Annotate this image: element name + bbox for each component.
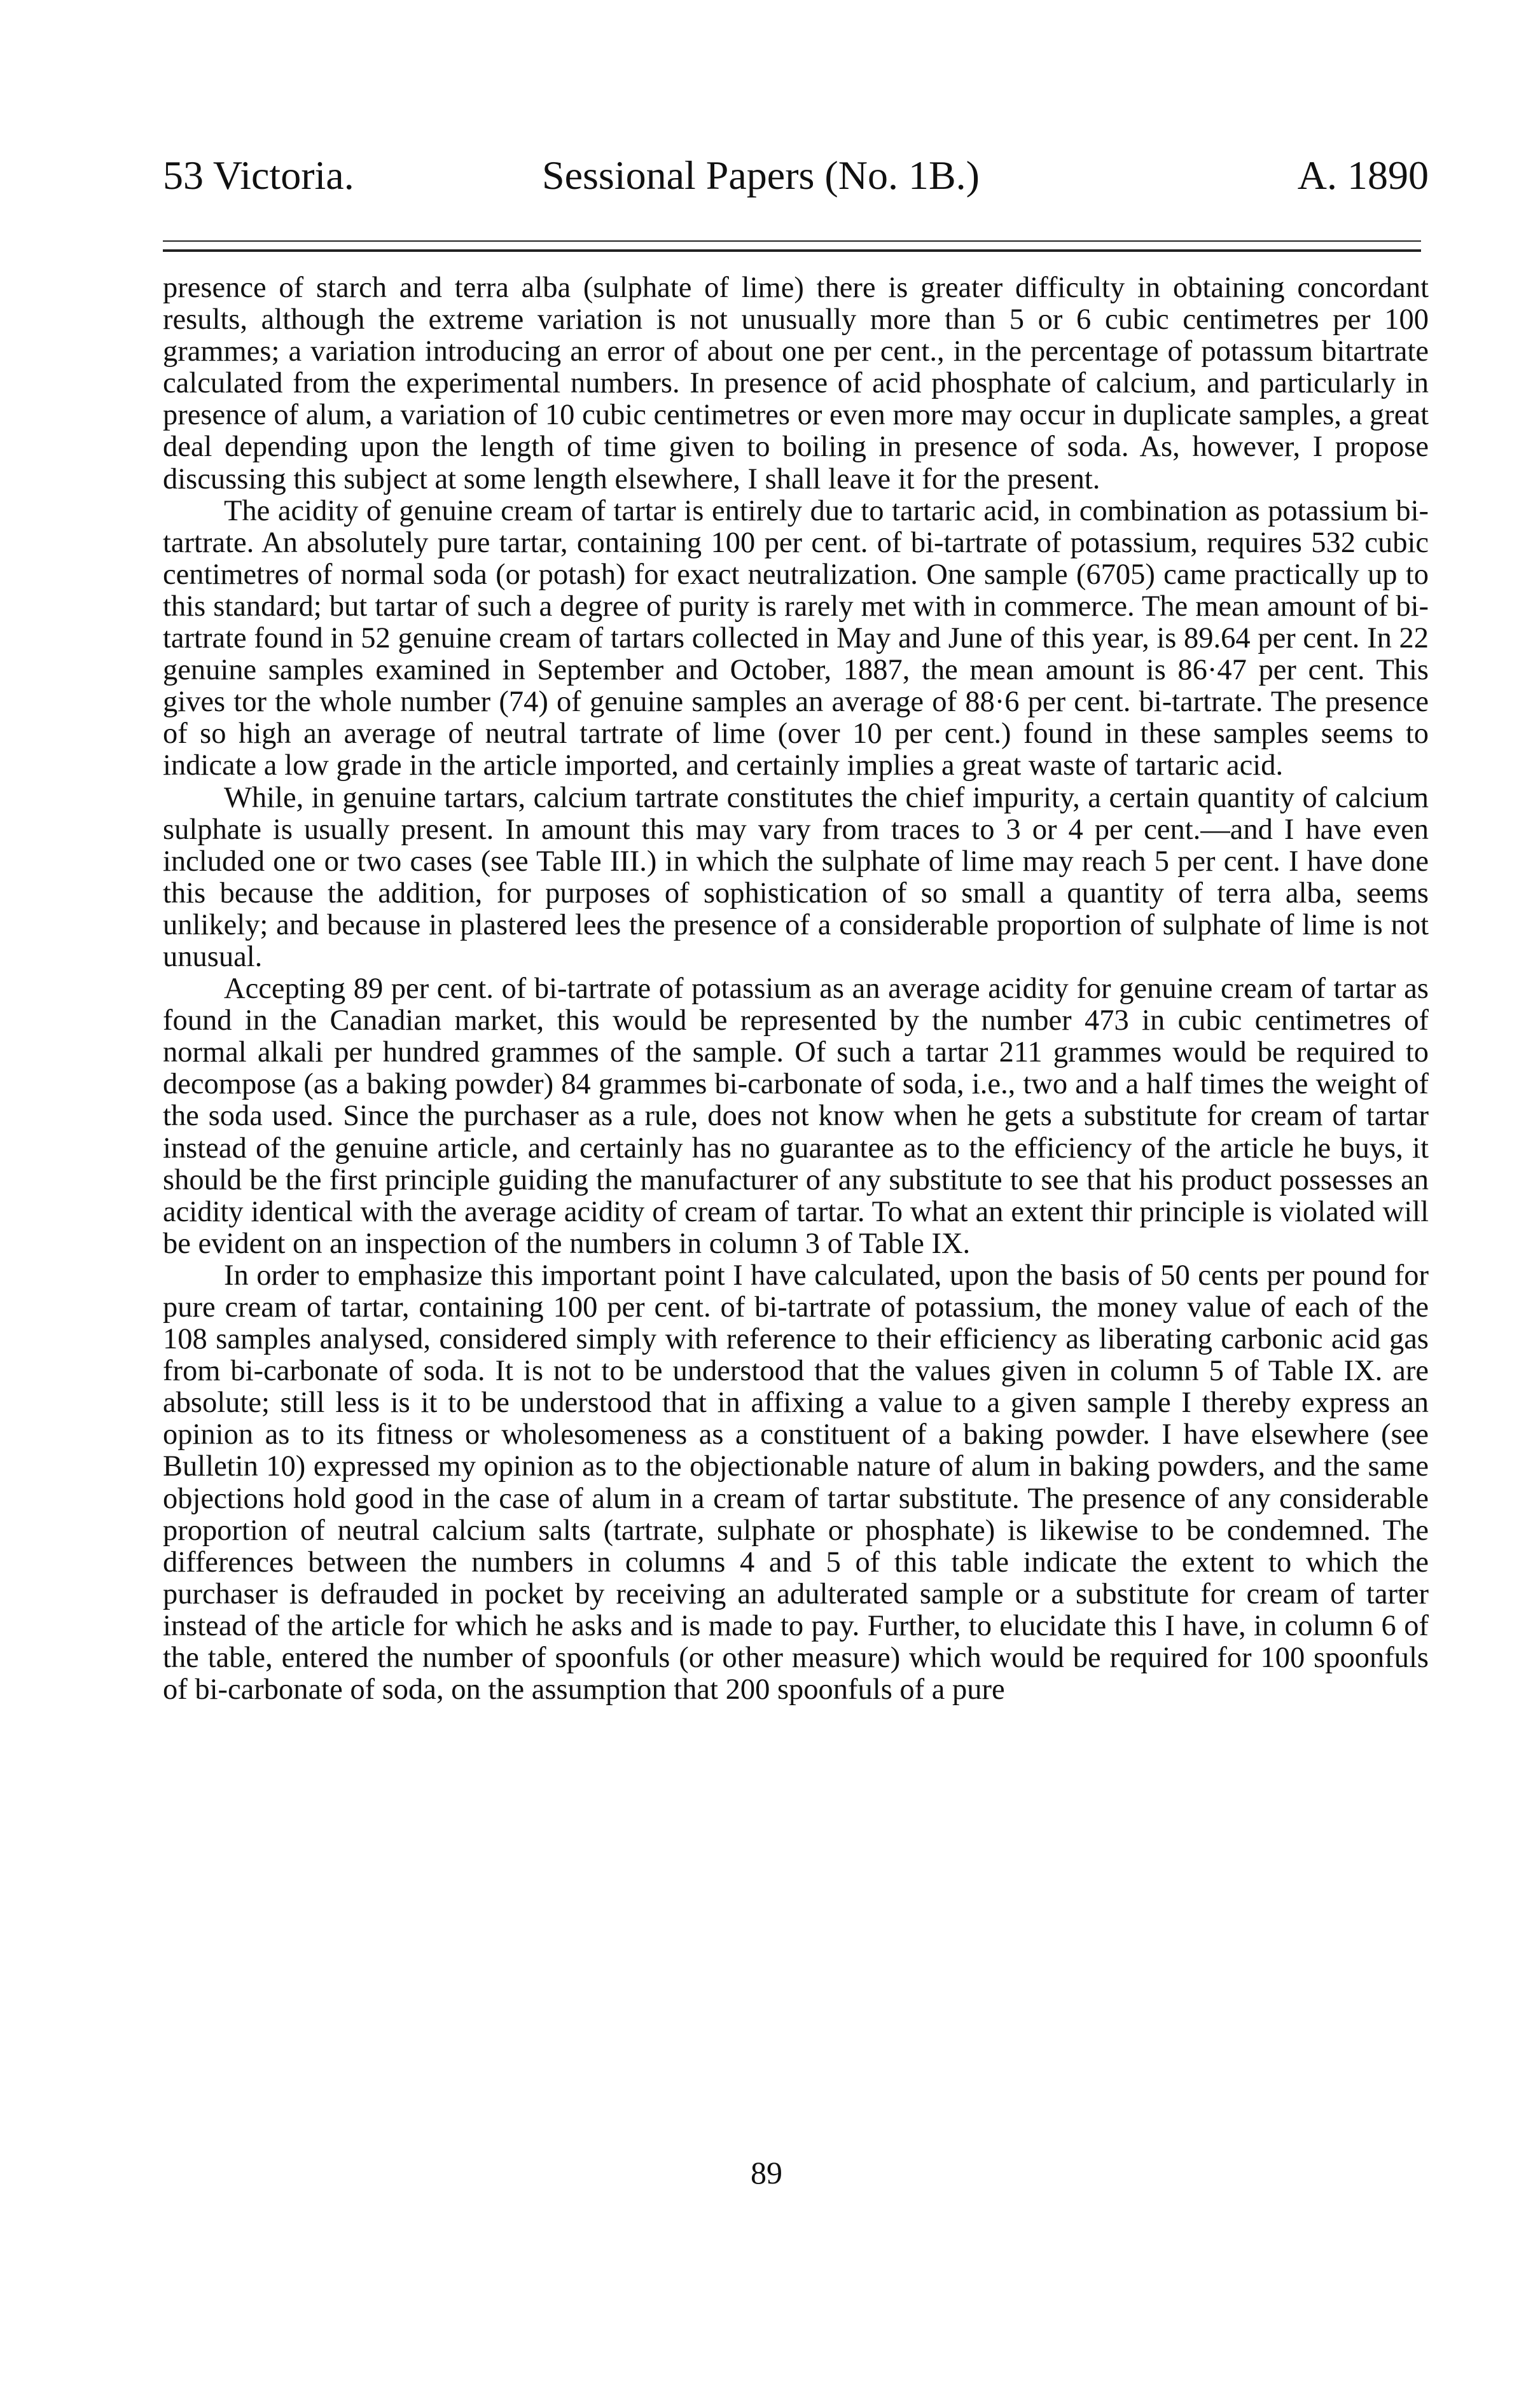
header-year: A. 1890 xyxy=(1297,153,1429,198)
page-number: 89 xyxy=(751,2155,782,2190)
page-header xyxy=(163,150,1429,207)
paragraph-continuation: presence of starch and terra alba (sulphate of lime) there is greater difficulty in obtaining concordant results, although the extreme variation is not unusually more than 5 or 6 cubic centimetres per 100 grammes; a variation introducing an error of about one per cent., in the percentage of potassum bitartrate calculated from the experimental numbers. In presence of acid phosphate of calcium, and particularly in presence of alum, a variation of 10 cubic centimetres or even more may occur in duplicate samples, a great deal depending upon the length of time given to boiling in presence of soda. As, however, I propose discussing this subject at some length elsewhere, I shall leave it for the present. xyxy=(163,272,1429,495)
body-text xyxy=(163,272,1429,1706)
header-rule-thin xyxy=(163,240,1421,242)
paragraph-acidity: The acidity of genuine cream of tartar is entirely due to tartaric acid, in combination as potassium bi-tartrate. An absolutely pure tartar, containing 100 per cent. of bi-tartrate of potassium, requires 532 cubic centimetres of normal soda (or potash) for exact neutralization. One sample (6705) came practically up to this standard; but tartar of such a degree of purity is rarely met with in commerce. The mean amount of bi-tartrate found in 52 genuine cream of tartars collected in May and June of this year, is 89.64 per cent. In 22 genuine samples examined in September and October, 1887, the mean amount is 86·47 per cent. This gives tor the whole number (74) of genuine samples an average of 88·6 per cent. bi-tartrate. The presence of so high an average of neutral tartrate of lime (over 10 per cent.) found in these samples seems to indicate a low grade in the article imported, and certainly implies a great waste of tartaric acid. xyxy=(163,494,1429,782)
paragraph-average-acidity: Accepting 89 per cent. of bi-tartrate of potassium as an average acidity for genuine cream of tartar as found in the Canadian market, this would be represented by the number 473 in cubic centimetres of normal alkali per hundred grammes of the sample. Of such a tartar 211 grammes would be required to decompose (as a baking powder) 84 grammes bi-carbonate of soda, i.e., two and a half times the weight of the soda used. Since the purchaser as a rule, does not know when he gets a substitute for cream of tartar instead of the genuine article, and certainly has no guarantee as to the efficiency of the article he buys, it should be the first principle guiding the manufacturer of any substitute to see that his product possesses an acidity identical with the average acidity of cream of tartar. To what an extent thir principle is violated will be evident on an inspection of the numbers in column 3 of Table IX. xyxy=(163,972,1429,1260)
header-rule-thick xyxy=(163,249,1421,252)
header-title: Sessional Papers (No. 1B.) xyxy=(542,153,980,198)
header-volume: 53 Victoria. xyxy=(163,153,354,198)
paragraph-money-value: In order to emphasize this important point I have calculated, upon the basis of 50 cents per pound for pure cream of tartar, containing 100 per cent. of bi-tartrate of potassium, the money value of each of the 108 samples analysed, considered simply with reference to their efficiency as liberating carbonic acid gas from bi-carbonate of soda. It is not to be understood that the values given in column 5 of Table IX. are absolute; still less is it to be understood that in affixing a value to a given sample I thereby express an opinion as to its fitness or wholesomeness as a constituent of a baking powder. I have elsewhere (see Bulletin 10) expressed my opinion as to the objectionable nature of alum in baking powders, and the same objections hold good in the case of alum in a cream of tartar substitute. The presence of any considerable proportion of neutral calcium salts (tartrate, sulphate or phosphate) is likewise to be condemned. The differences between the numbers in columns 4 and 5 of this table indicate the extent to which the purchaser is defrauded in pocket by receiving an adulterated sample or a substitute for cream of tarter instead of the article for which he asks and is made to pay. Further, to elucidate this I have, in column 6 of the table, entered the number of spoonfuls (or other measure) which would be required for 100 spoonfuls of bi-carbonate of soda, on the assumption that 200 spoonfuls of a pure xyxy=(163,1259,1429,1706)
paragraph-calcium: While, in genuine tartars, calcium tartrate constitutes the chief impurity, a certain quantity of calcium sulphate is usually present. In amount this may vary from traces to 3 or 4 per cent.—and I have even included one or two cases (see Table III.) in which the sulphate of lime may reach 5 per cent. I have done this because the addition, for purposes of sophistication of so small a quantity of terra alba, seems unlikely; and because in plastered lees the presence of a considerable proportion of sulphate of lime is not unusual. xyxy=(163,781,1429,973)
